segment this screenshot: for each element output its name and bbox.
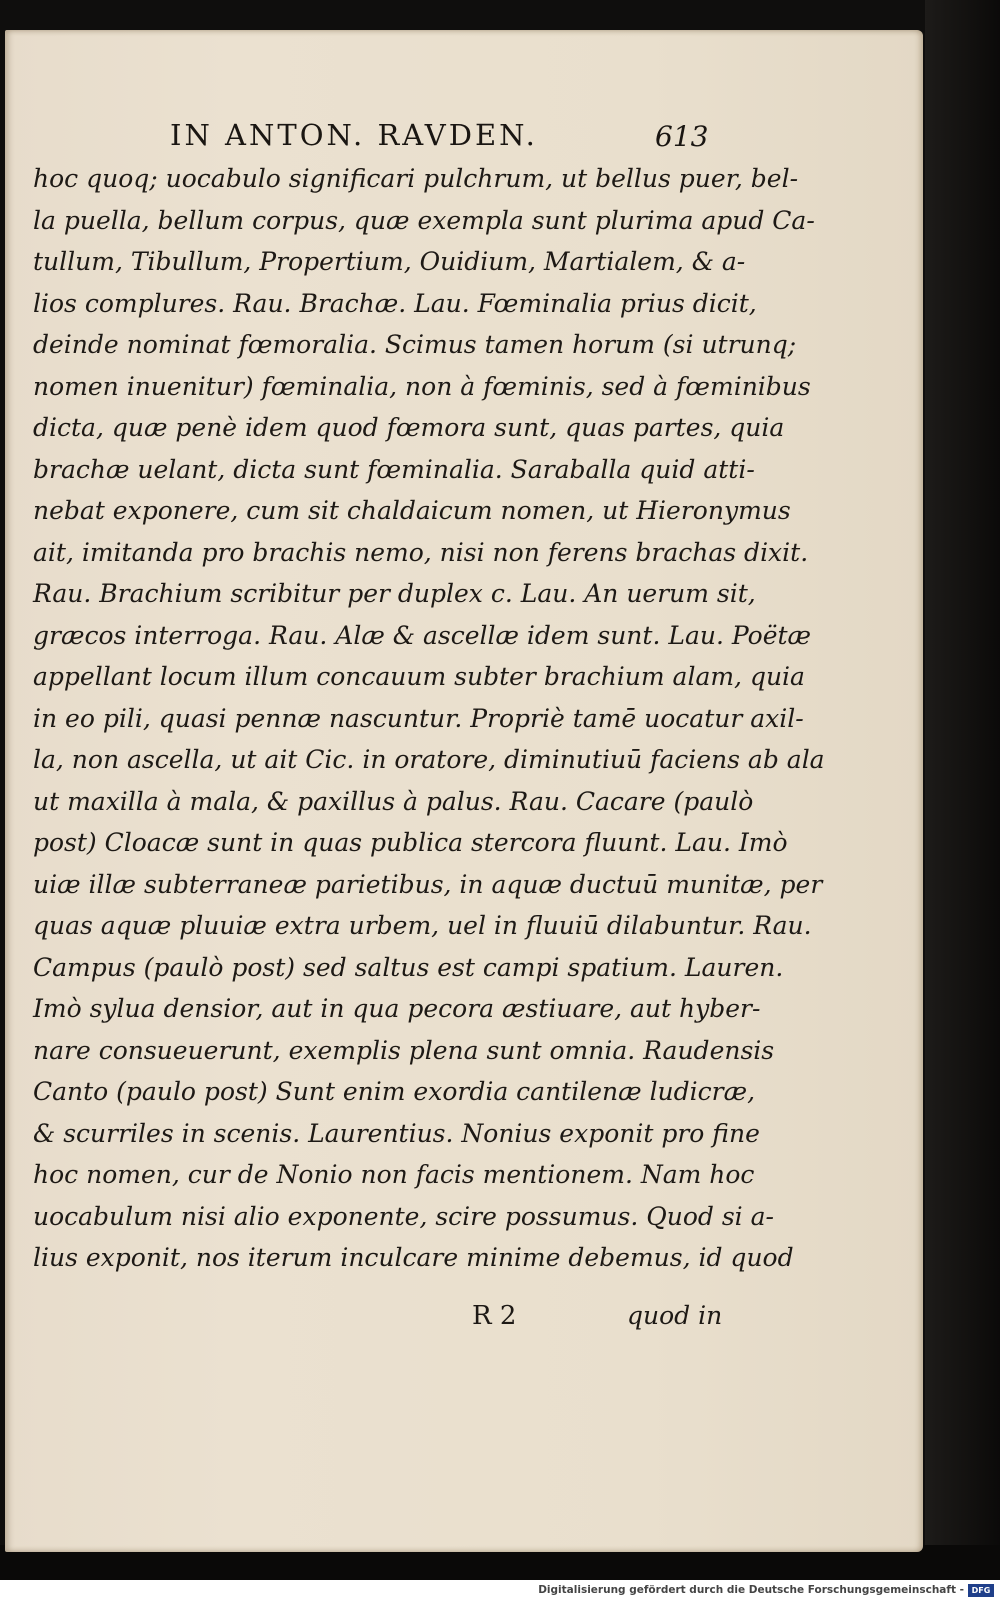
text-line: in eo pili, quasi pennæ nascuntur. Propriè tamē uocatur axil- xyxy=(33,703,804,733)
text-line: hoc nomen, cur de Nonio non facis mentionem. Nam hoc xyxy=(33,1160,755,1189)
credit-text: Digitalisierung gefördert durch die Deutsche Forschungsgemeinschaft - xyxy=(538,1584,964,1596)
backdrop-right xyxy=(925,0,1000,1602)
catchword: quod in xyxy=(627,1301,723,1330)
text-line: dicta, quæ penè idem quod fœmora sunt, quas partes, quia xyxy=(33,413,785,442)
page-number: 613 xyxy=(655,120,709,153)
book-page xyxy=(5,30,923,1552)
text-line: lios complures. Rau. Brachæ. Lau. Fœminalia prius dicit, xyxy=(33,288,757,318)
text-line: Campus (paulò post) sed saltus est campi spatium. Lauren. xyxy=(33,952,784,982)
text-line: Imò sylua densior, aut in qua pecora æstiuare, aut hyber- xyxy=(33,994,761,1023)
text-line: quas aquæ pluuiæ extra urbem, uel in fluuiū dilabuntur. Rau. xyxy=(33,911,812,940)
text-line: appellant locum illum concauum subter brachium alam, quia xyxy=(33,662,805,691)
credit-bar xyxy=(0,1580,1000,1602)
text-line: uocabulum nisi alio exponente, scire possumus. Quod si a- xyxy=(33,1201,774,1231)
text-line: nebat exponere, cum sit chaldaicum nomen, ut Hieronymus xyxy=(33,496,791,525)
text-line: ut maxilla à mala, & paxillus à palus. Rau. Cacare (paulò xyxy=(33,786,754,816)
text-line: deinde nominat fœmoralia. Scimus tamen horum (si utrunq; xyxy=(33,330,797,359)
text-line: & scurriles in scenis. Laurentius. Nonius exponit pro fine xyxy=(33,1118,760,1148)
body-text xyxy=(33,158,825,1279)
text-line: brachæ uelant, dicta sunt fœminalia. Saraballa quid atti- xyxy=(33,454,755,484)
text-line: tullum, Tibullum, Propertium, Ouidium, Martialem, & a- xyxy=(33,247,746,276)
text-line: nomen inuenitur) fœminalia, non à fœminis, sed à fœminibus xyxy=(33,371,811,401)
text-line: nare consueuerunt, exemplis plena sunt omnia. Raudensis xyxy=(33,1035,775,1065)
page-footer xyxy=(5,1295,923,1340)
text-line: la, non ascella, ut ait Cic. in oratore, diminutiuū faciens ab ala xyxy=(33,745,825,774)
text-line: uiæ illæ subterraneæ parietibus, in aquæ ductuū munitæ, per xyxy=(33,869,823,899)
running-head: IN ANTON. RAVDEN. xyxy=(170,118,538,152)
text-line: græcos interroga. Rau. Alæ & ascellæ idem sunt. Lau. Poëtæ xyxy=(33,620,812,650)
page-header xyxy=(5,118,923,158)
text-line: Rau. Brachium scribitur per duplex c. Lau. An uerum sit, xyxy=(33,579,756,608)
text-line: hoc quoq; uocabulo significari pulchrum, ut bellus puer, bel- xyxy=(33,164,799,193)
text-line: post) Cloacæ sunt in quas publica stercora fluunt. Lau. Imò xyxy=(33,828,788,857)
text-line: Canto (paulo post) Sunt enim exordia cantilenæ ludicræ, xyxy=(33,1077,756,1106)
text-line: ait, imitanda pro brachis nemo, nisi non ferens brachas dixit. xyxy=(33,537,809,567)
signature-mark: R 2 xyxy=(472,1301,517,1331)
text-line: lius exponit, nos iterum inculcare minime debemus, id quod xyxy=(33,1243,794,1272)
dfg-logo-icon: DFG xyxy=(968,1584,994,1597)
text-line: la puella, bellum corpus, quæ exempla sunt plurima apud Ca- xyxy=(33,205,815,235)
